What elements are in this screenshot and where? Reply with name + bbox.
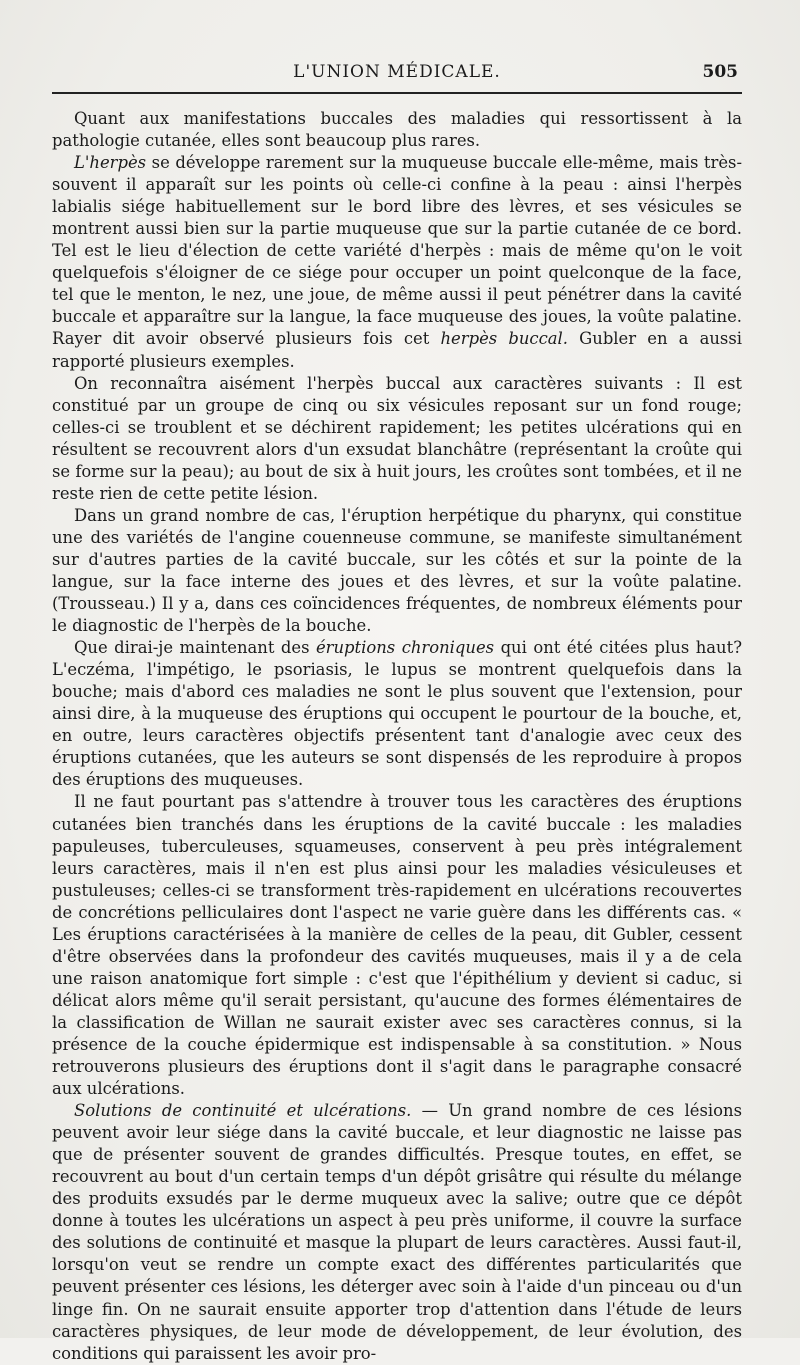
italic-term: éruptions chroniques — [315, 638, 495, 658]
italic-term: herpès buccal. — [440, 329, 568, 349]
header-rule — [52, 92, 742, 94]
paragraph: Solutions de continuité et ulcérations. — Un grand nombre de ces lésions peuvent avoir leur siége dans la cavité buccale, et leur diagnostic ne laisse pas que de présenter souvent de grandes difficultés. Presque toutes, en effet, se recouvrent au bout d'un certain temps d'un dépôt grisâtre qui résulte du mélange des produits exsudés par le derme muqueux avec la salive; outre que ce dépôt donne à toutes les ulcérations un aspect à peu près uniforme, il couvre la surface des solutions de continuité et masque la plupart de leurs caractères. Aussi faut-il, lorsqu'on veut se rendre un compte exact des différentes particularités que peuvent présenter ces lésions, les déterger avec soin à l'aide d'un pinceau ou d'un linge fin. On ne saurait ensuite apporter trop d'attention dans l'étude de leurs caractères physiques, de leur mode de développement, de leur évolution, des conditions qui paraissent les avoir pro- — [52, 1101, 742, 1363]
section-heading: Solutions de continuité et ulcérations. — [74, 1101, 412, 1121]
paragraph: Dans un grand nombre de cas, l'éruption herpétique du pharynx, qui constitue une des variétés de l'angine couenneuse commune, se manifeste simultanément sur d'autres parties de la cavité buccale, sur les côtés et sur la pointe de la langue, sur la face interne des joues et des lèvres, et sur la voûte palatine. (Trousseau.) Il y a, dans ces coïncidences fréquentes, de nombreux éléments pour le diagnostic de l'herpès de la bouche. — [52, 505, 742, 636]
paragraph: L'herpès se développe rarement sur la muqueuse buccale elle-même, mais très-souvent il apparaît sur les points où celle-ci confine à la peau : ainsi l'herpès labialis siége habituellement sur le bord libre des lèvres, et ses vésicules se montrent aussi bien sur la partie muqueuse que sur la partie cutanée de ce bord. Tel est le lieu d'élection de cette variété d'herpès : mais de même qu'on le voit quelquefois s'éloigner de ce siége pour occuper un point quelconque de la face, tel que le menton, le nez, une joue, de même aussi il peut pénétrer dans la cavité buccale et apparaître sur la langue, la face muqueuse des joues, la voûte palatine. Rayer dit avoir observé plusieurs fois cet herpès buccal. Gubler en a aussi rapporté plusieurs exemples. — [52, 153, 742, 371]
paragraph: Que dirai-je maintenant des éruptions chroniques qui ont été citées plus haut? L'eczéma, l'impétigo, le psoriasis, le lupus se montrent quelquefois dans la bouche; mais d'abord ces maladies ne sont le plus souvent que l'extension, pour ainsi dire, à la muqueuse des éruptions qui occupent le pourtour de la bouche, et, en outre, leurs caractères objectifs présentent tant d'analogie avec ceux des éruptions cutanées, que les auteurs se sont dispensés de les reproduire à propos des éruptions des muqueuses. — [52, 638, 742, 790]
running-title: L'UNION MÉDICALE. — [293, 62, 501, 82]
page-header — [52, 56, 742, 94]
paragraph: On reconnaîtra aisément l'herpès buccal aux caractères suivants : Il est constitué par un groupe de cinq ou six vésicules reposant sur un fond rouge; celles-ci se troublent et se déchirent rapidement; les petites ulcérations qui en résultent se recouvrent alors d'un exsudat blanchâtre (représentant la croûte qui se forme sur la peau); au bout de six à huit jours, les croûtes sont tombées, et il ne reste rien de cette petite lésion. — [52, 373, 742, 503]
italic-term: L'herpès — [74, 153, 147, 173]
paragraph: Il ne faut pourtant pas s'attendre à trouver tous les caractères des éruptions cutanées bien tranchés dans les éruptions de la cavité buccale : les maladies papuleuses, tuberculeuses, squameuses, conservent à peu près intégralement leurs caractères, mais il n'en est plus ainsi pour les maladies vésiculeuses et pustuleuses; celles-ci se transforment très-rapidement en ulcérations recouvertes de concrétions pelliculaires dont l'aspect ne varie guère dans les différents cas. « Les éruptions caractérisées à la manière de celles de la peau, dit Gubler, cessent d'être observées dans la profondeur des cavités muqueuses, mais il y a de cela une raison anatomique fort simple : c'est que l'épithélium y devient si caduc, si délicat alors même qu'il serait persistant, qu'aucune des formes élémentaires de la classification de Willan ne saurait exister avec ses caractères connus, si la présence de la couche épidermique est indispensable à sa constitution. » Nous retrouverons plusieurs des éruptions dont il s'agit dans le paragraphe consacré aux ulcérations. — [52, 792, 742, 1099]
article-body — [52, 108, 742, 1365]
page-number: 505 — [702, 62, 738, 82]
paragraph: Quant aux manifestations buccales des maladies qui ressortissent à la pathologie cutanée, elles sont beaucoup plus rares. — [52, 109, 742, 151]
